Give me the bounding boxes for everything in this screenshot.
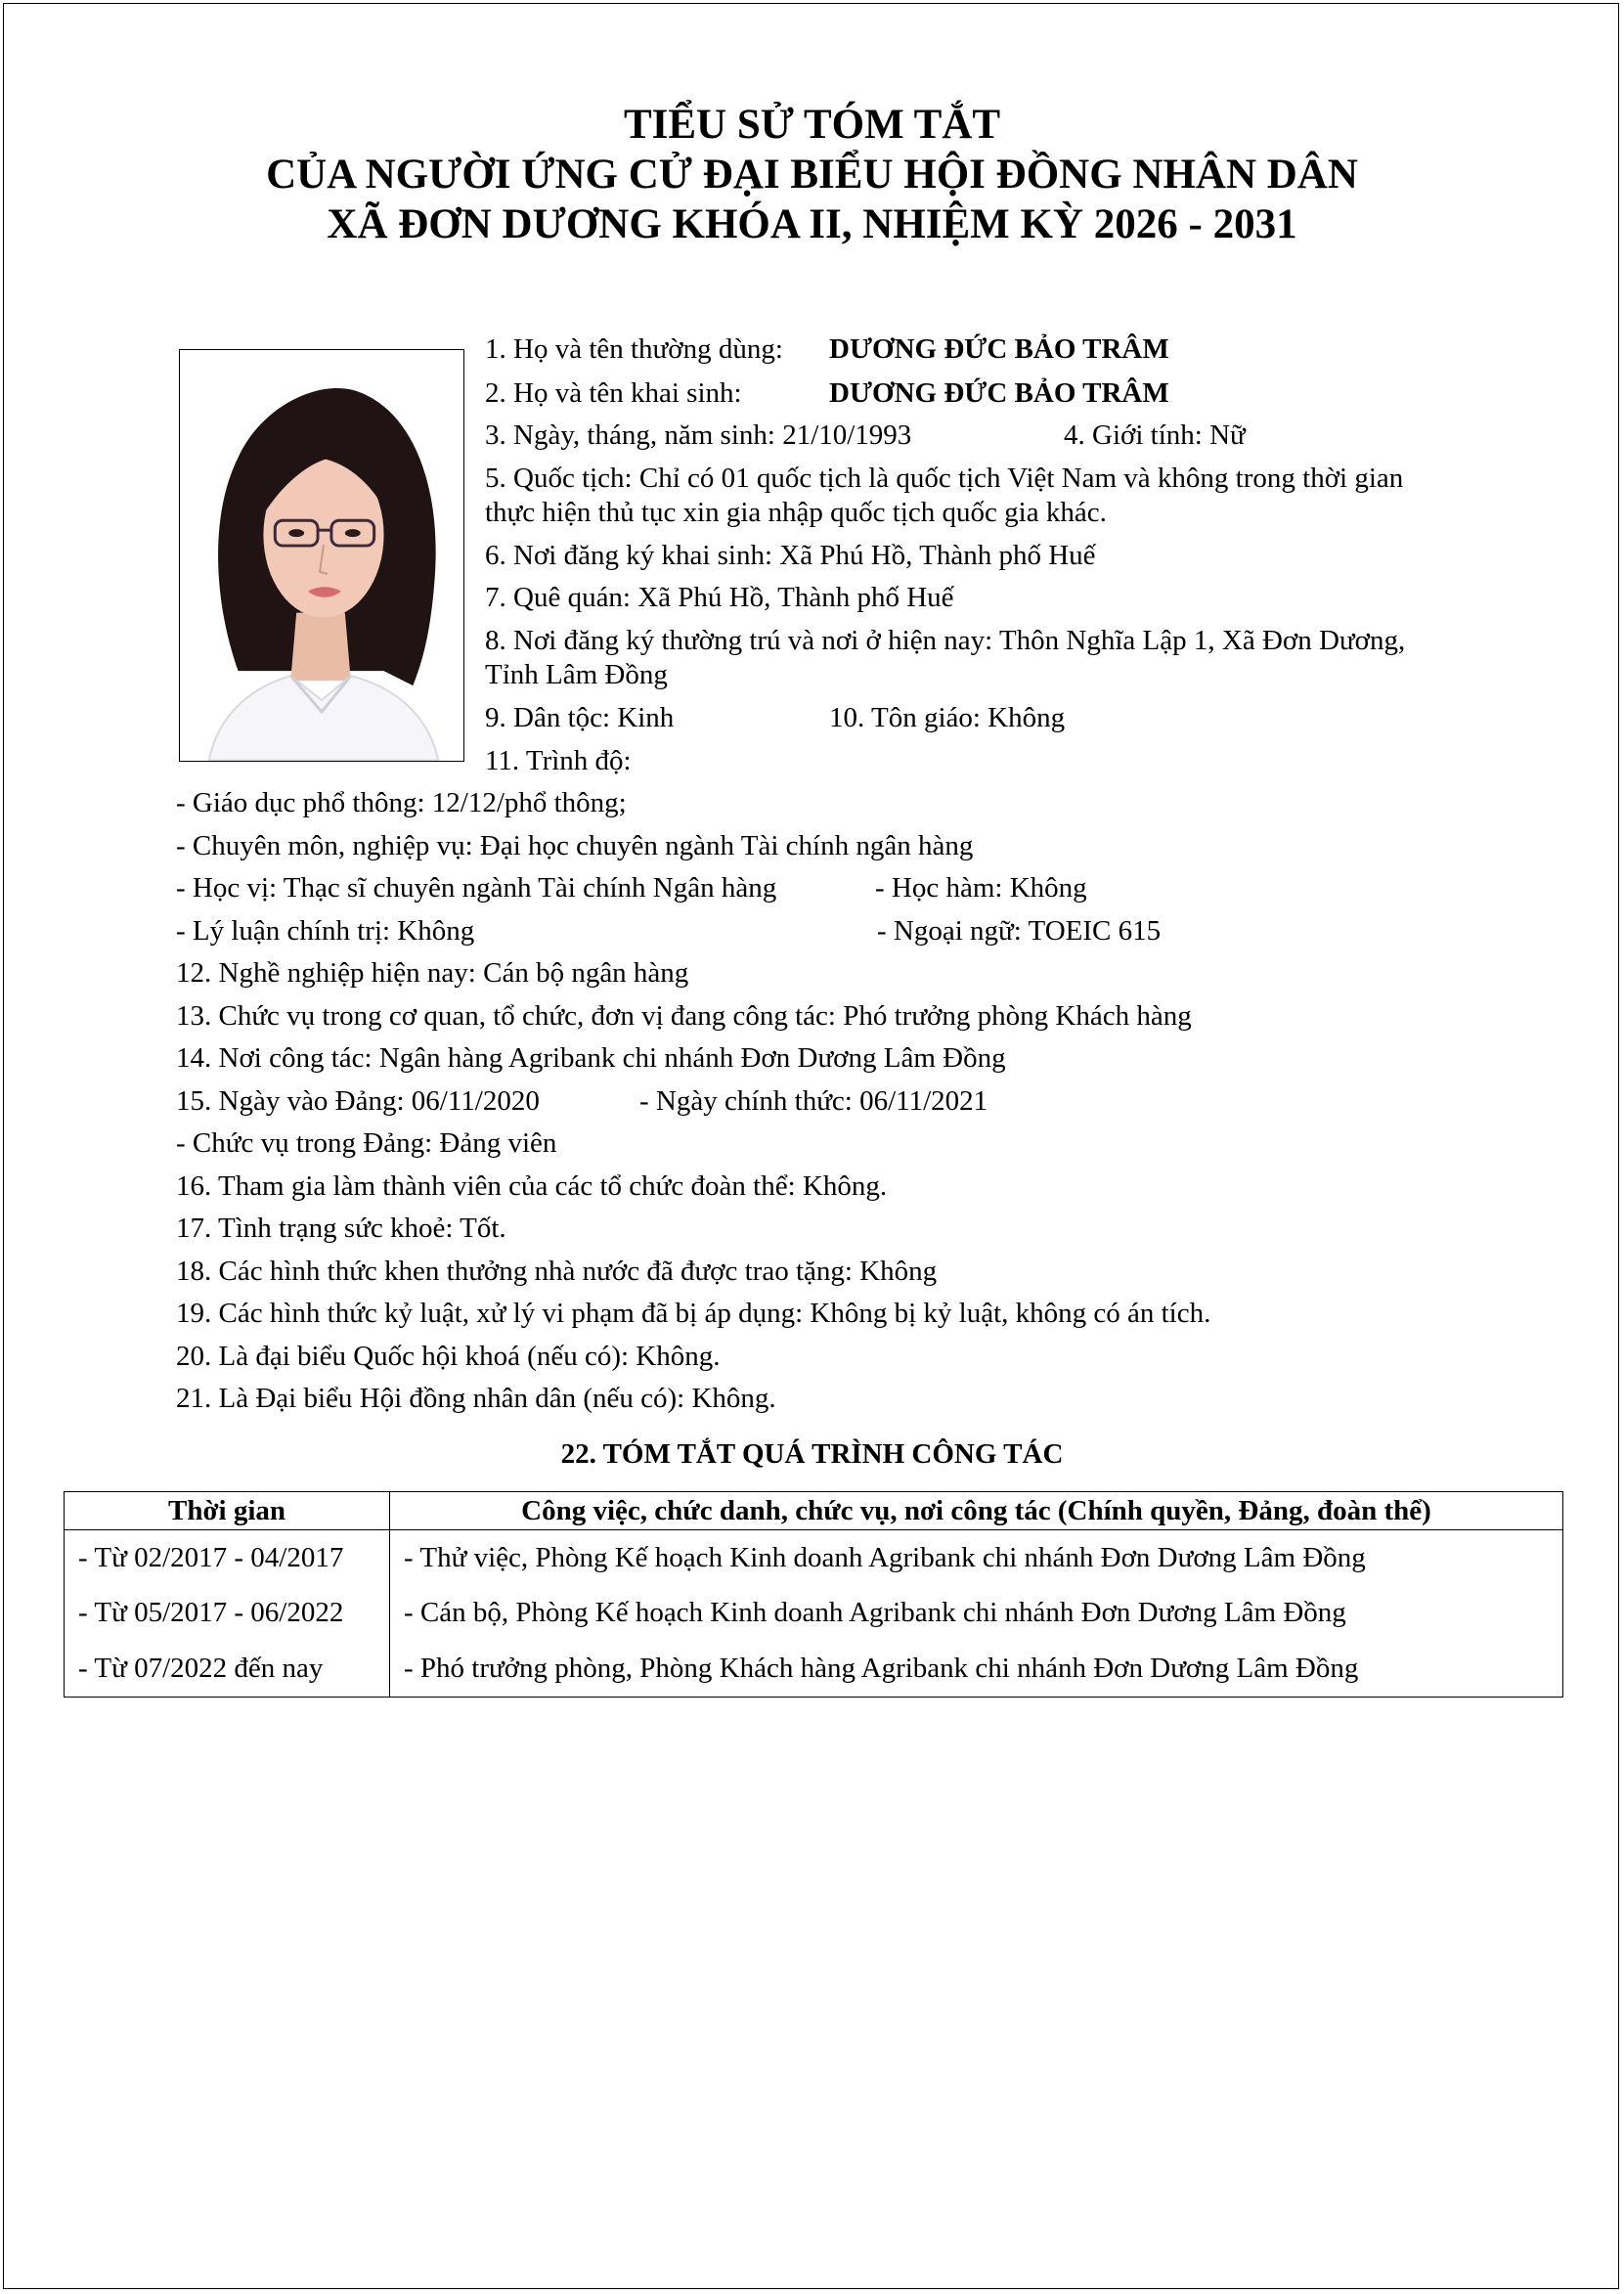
career-section-title: 22. TÓM TẮT QUÁ TRÌNH CÔNG TÁC bbox=[560, 1438, 1064, 1470]
table-row bbox=[65, 1586, 1563, 1642]
birth-name-value: DƯƠNG ĐỨC BẢO TRÂM bbox=[829, 377, 1169, 409]
religion: 10. Tôn giáo: Không bbox=[829, 702, 1066, 733]
common-name-label: 1. Họ và tên thường dùng: bbox=[485, 333, 783, 365]
birth-name-label: 2. Họ và tên khai sinh: bbox=[485, 377, 742, 409]
occupation: 12. Nghề nghiệp hiện nay: Cán bộ ngân hàng bbox=[176, 957, 689, 989]
period-header: Thời gian bbox=[65, 1492, 390, 1530]
political-theory: - Lý luận chính trị: Không bbox=[176, 915, 475, 947]
foreign-language: - Ngoại ngữ: TOEIC 615 bbox=[877, 915, 1162, 947]
table-row bbox=[65, 1530, 1563, 1586]
peoples-council-delegate: 21. Là Đại biểu Hội đồng nhân dân (nếu có): Không. bbox=[176, 1383, 776, 1414]
gender: 4. Giới tính: Nữ bbox=[1064, 419, 1246, 451]
degree: - Học vị: Thạc sĩ chuyên ngành Tài chính Ngân hàng bbox=[176, 872, 777, 904]
national-assembly-delegate: 20. Là đại biểu Quốc hội khoá (nếu có): Không. bbox=[176, 1341, 721, 1372]
period-cell: - Từ 07/2022 đến nay bbox=[65, 1641, 390, 1697]
portrait-icon bbox=[180, 350, 463, 761]
period-cell: - Từ 02/2017 - 04/2017 bbox=[65, 1530, 390, 1586]
career-table bbox=[64, 1491, 1563, 1698]
organizations: 16. Tham gia làm thành viên của các tổ chức đoàn thể: Không. bbox=[176, 1170, 888, 1202]
detail-cell: - Cán bộ, Phòng Kế hoạch Kinh doanh Agribank chi nhánh Đơn Dương Lâm Đồng bbox=[390, 1586, 1563, 1642]
party-official-date: - Ngày chính thức: 06/11/2021 bbox=[639, 1085, 988, 1117]
party-position: - Chức vụ trong Đảng: Đảng viên bbox=[176, 1127, 557, 1159]
awards: 18. Các hình thức khen thưởng nhà nước đã được trao tặng: Không bbox=[176, 1256, 938, 1287]
detail-header: Công việc, chức danh, chức vụ, nơi công tác (Chính quyền, Đảng, đoàn thể) bbox=[390, 1492, 1563, 1530]
discipline: 19. Các hình thức kỷ luật, xử lý vi phạm đã bị áp dụng: Không bị kỷ luật, không có án tích. bbox=[176, 1298, 1211, 1329]
workplace: 14. Nơi công tác: Ngân hàng Agribank chi nhánh Đơn Dương Lâm Đồng bbox=[176, 1042, 1006, 1074]
period-cell: - Từ 05/2017 - 06/2022 bbox=[65, 1586, 390, 1642]
nationality-line-1: 5. Quốc tịch: Chỉ có 01 quốc tịch là quốc tịch Việt Nam và không trong thời gian bbox=[485, 463, 1404, 494]
residence-line-2: Tỉnh Lâm Đồng bbox=[485, 659, 668, 690]
date-of-birth: 3. Ngày, tháng, năm sinh: 21/10/1993 bbox=[485, 419, 912, 451]
detail-cell: - Phó trưởng phòng, Phòng Khách hàng Agribank chi nhánh Đơn Dương Lâm Đồng bbox=[390, 1641, 1563, 1697]
current-position: 13. Chức vụ trong cơ quan, tổ chức, đơn vị đang công tác: Phó trưởng phòng Khách hàng bbox=[176, 1000, 1192, 1032]
birth-place: 6. Nơi đăng ký khai sinh: Xã Phú Hồ, Thành phố Huế bbox=[485, 540, 1096, 571]
party-join-date: 15. Ngày vào Đảng: 06/11/2020 bbox=[176, 1085, 540, 1117]
nationality-line-2: thực hiện thủ tục xin gia nhập quốc tịch quốc gia khác. bbox=[485, 497, 1107, 528]
title-line-1: TIỂU SỬ TÓM TẮT bbox=[623, 102, 1001, 148]
ethnicity: 9. Dân tộc: Kinh bbox=[485, 702, 675, 733]
title-line-2: CỦA NGƯỜI ỨNG CỬ ĐẠI BIỂU HỘI ĐỒNG NHÂN DÂN bbox=[266, 152, 1358, 198]
general-education: - Giáo dục phổ thông: 12/12/phổ thông; bbox=[176, 787, 627, 818]
hometown: 7. Quê quán: Xã Phú Hồ, Thành phố Huế bbox=[485, 582, 954, 613]
common-name-value: DƯƠNG ĐỨC BẢO TRÂM bbox=[829, 333, 1169, 365]
title-line-3: XÃ ĐƠN DƯƠNG KHÓA II, NHIỆM KỲ 2026 - 2031 bbox=[327, 201, 1297, 247]
academic-title: - Học hàm: Không bbox=[875, 872, 1087, 904]
specialty: - Chuyên môn, nghiệp vụ: Đại học chuyên ngành Tài chính ngân hàng bbox=[176, 830, 974, 861]
table-row bbox=[65, 1641, 1563, 1697]
document-title bbox=[0, 100, 1624, 249]
detail-cell: - Thử việc, Phòng Kế hoạch Kinh doanh Agribank chi nhánh Đơn Dương Lâm Đồng bbox=[390, 1530, 1563, 1586]
portrait-photo bbox=[179, 349, 464, 762]
education-heading: 11. Trình độ: bbox=[485, 745, 632, 776]
career-header-row bbox=[65, 1492, 1563, 1530]
health-status: 17. Tình trạng sức khoẻ: Tốt. bbox=[176, 1213, 506, 1244]
residence-line-1: 8. Nơi đăng ký thường trú và nơi ở hiện nay: Thôn Nghĩa Lập 1, Xã Đơn Dương, bbox=[485, 625, 1406, 656]
